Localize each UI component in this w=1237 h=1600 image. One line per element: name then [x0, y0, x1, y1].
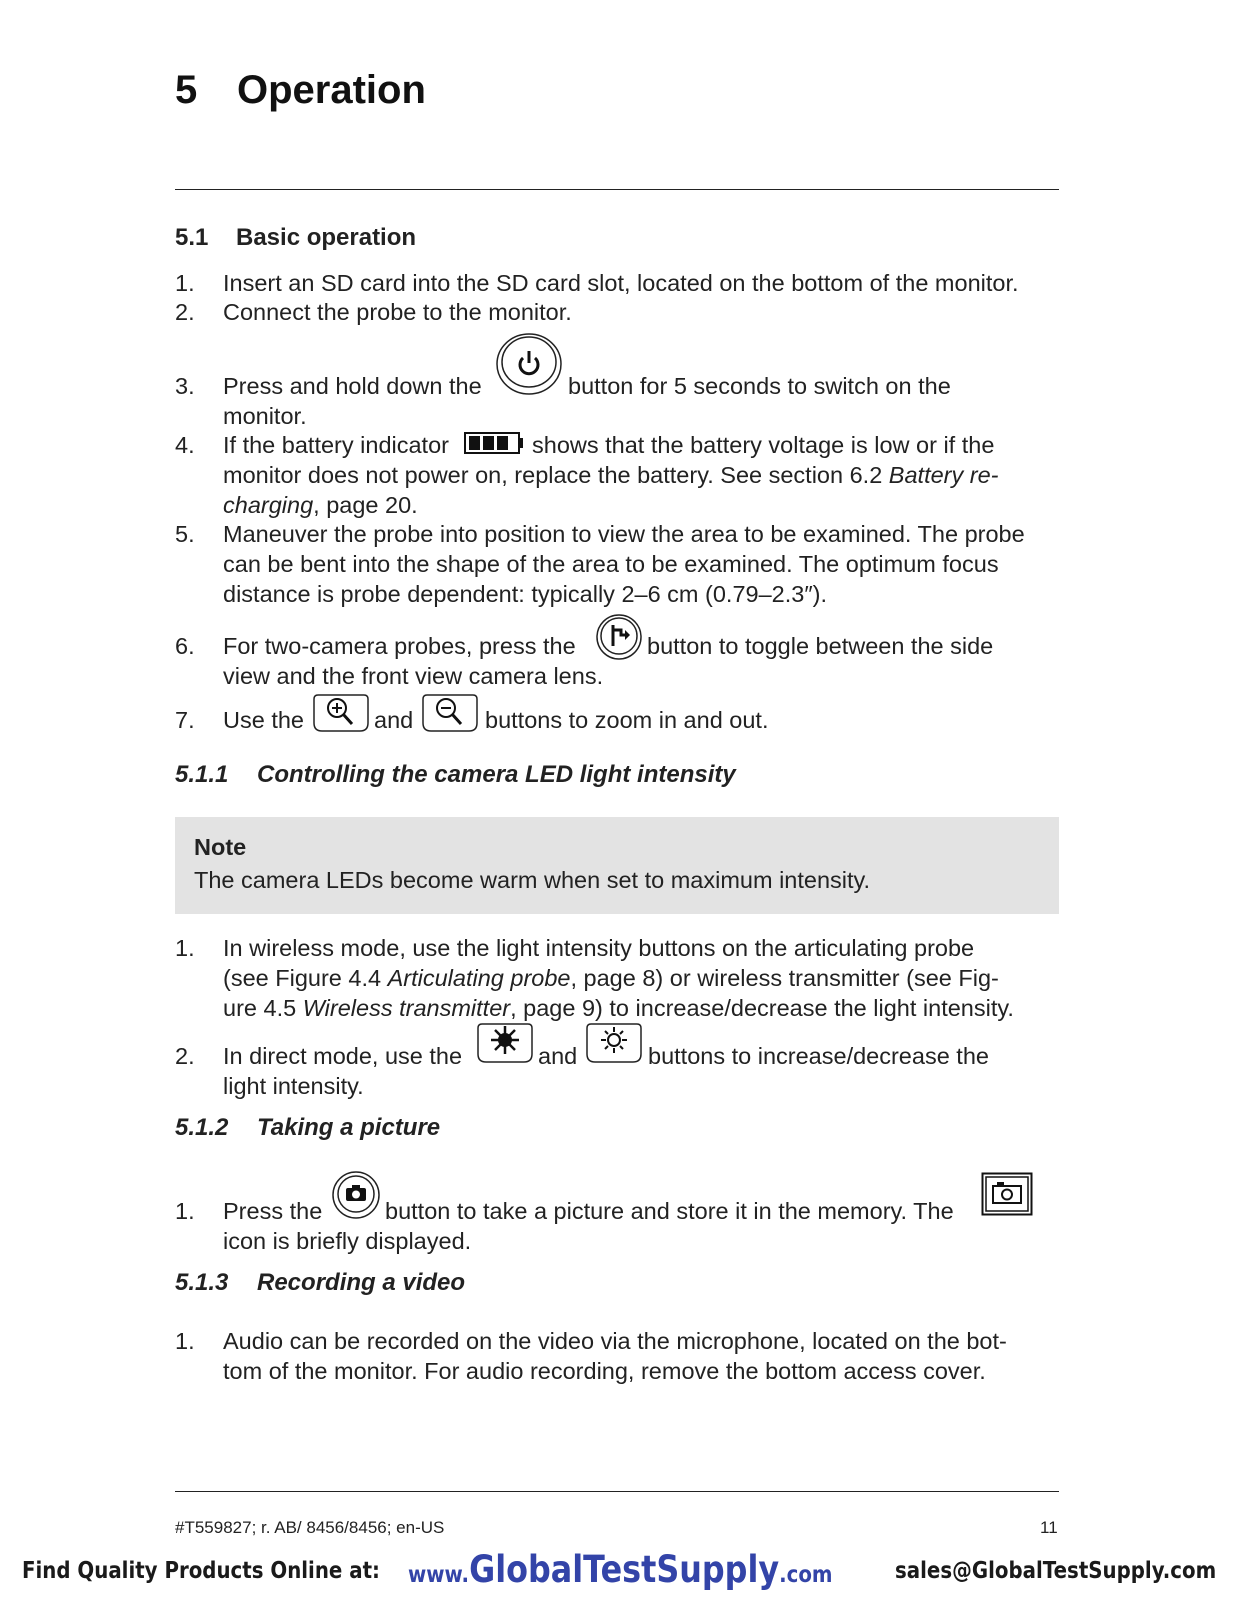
footer-doc-ref: #T559827; r. AB/ 8456/8456; en-US: [175, 1518, 445, 1537]
subsection-heading-led-intensity: 5.1.1 Controlling the camera LED light intensity: [175, 761, 736, 788]
item-number: 2.: [175, 299, 195, 325]
list-item: 6. For two-camera probes, press the view and the front view camera lens.: [175, 633, 604, 689]
power-button-icon: [494, 332, 564, 398]
item-number: 1.: [175, 1328, 195, 1354]
light-increase-button-icon: [476, 1022, 534, 1064]
note-text: The camera LEDs become warm when set to maximum intensity.: [194, 867, 871, 893]
item-number: 5.: [175, 521, 195, 547]
list-item: 5. Maneuver the probe into position to view the area to be examined. The probe can be bent into the shape of the area to be examined. The optimum focus distance is probe dependent: typically 2–6 cm (0.79–2.3″).: [175, 521, 1025, 607]
item-text: monitor.: [223, 403, 307, 429]
list-item: 1. In wireless mode, use the light intensity buttons on the articulating probe (see Figure 4.4 Articulating probe, page 8) or wireless transmitter (see Fig- ure 4.5 Wireless transmitter, page 9) to increase/decrease the light intensity.: [175, 935, 1014, 1021]
zoom-out-button-icon: [421, 693, 479, 733]
item-text: If the battery indicator: [223, 432, 449, 458]
item-number: 2.: [175, 1043, 195, 1069]
promo-url[interactable]: www.GlobalTestSupply.com: [408, 1548, 833, 1591]
page-number: 11: [1040, 1518, 1058, 1537]
item-text: Connect the probe to the monitor.: [223, 299, 572, 325]
list-item: 1. Press the icon is briefly displayed.: [175, 1198, 472, 1254]
item-number: 1.: [175, 1198, 195, 1224]
item-text: Insert an SD card into the SD card slot, located on the bottom of the monitor.: [223, 270, 1019, 296]
item-text: Press and hold down the: [223, 373, 482, 399]
battery-indicator-icon: [464, 432, 524, 454]
list-item: 1. Audio can be recorded on the video via the microphone, located on the bot- tom of the monitor. For audio recording, remove the bottom access cover.: [175, 1328, 1007, 1384]
chapter-number: 5: [175, 68, 198, 112]
item-text-after-icon: shows that the battery voltage is low or if the: [532, 432, 995, 458]
picture-taken-icon: [981, 1172, 1033, 1216]
item-text-after-icon: buttons to increase/decrease the: [648, 1043, 989, 1069]
item-number: 7.: [175, 707, 195, 733]
note-title: Note: [194, 834, 247, 860]
section-number: 5.1: [175, 224, 209, 251]
list-item: 7. Use the: [175, 707, 304, 733]
chapter-divider: [175, 189, 1059, 190]
item-number: 6.: [175, 633, 195, 659]
camera-toggle-button-icon: [594, 613, 644, 661]
list-item: 2. In direct mode, use the light intensity.: [175, 1043, 463, 1099]
section-title: Basic operation: [236, 224, 417, 251]
item-text-after-icon: button to take a picture and store it in the memory. The: [385, 1198, 954, 1224]
item-number: 1.: [175, 270, 195, 296]
item-text-after-icon: button to toggle between the side: [647, 633, 994, 659]
item-number: 4.: [175, 432, 195, 458]
chapter-heading: [175, 68, 426, 113]
item-text-between-icons: and: [374, 707, 414, 733]
light-decrease-button-icon: [585, 1022, 643, 1064]
item-text-after-icon: button for 5 seconds to switch on the: [568, 373, 951, 399]
subsection-heading-recording-video: 5.1.3 Recording a video: [175, 1269, 466, 1296]
list-item: [175, 297, 1065, 327]
item-text-after-icon: buttons to zoom in and out.: [485, 707, 769, 733]
note-box: [175, 817, 1059, 914]
item-number: 1.: [175, 935, 195, 961]
section-heading-basic-operation: [175, 224, 416, 252]
list-item: 4. If the battery indicator monitor does not power on, replace the battery. See section 6.2 Battery re- charging, page 20.: [175, 430, 1065, 520]
zoom-in-button-icon: [312, 693, 370, 733]
chapter-title: Operation: [237, 68, 426, 112]
camera-button-icon: [330, 1170, 382, 1220]
list-item: [175, 268, 1065, 298]
promo-email[interactable]: sales@GlobalTestSupply.com: [895, 1558, 1217, 1584]
subsection-heading-taking-picture: 5.1.2 Taking a picture: [175, 1114, 441, 1141]
item-text-between-icons: and: [538, 1043, 578, 1069]
footer-divider: [175, 1491, 1059, 1492]
promo-tagline: Find Quality Products Online at:: [22, 1558, 380, 1584]
item-number: 3.: [175, 373, 195, 399]
